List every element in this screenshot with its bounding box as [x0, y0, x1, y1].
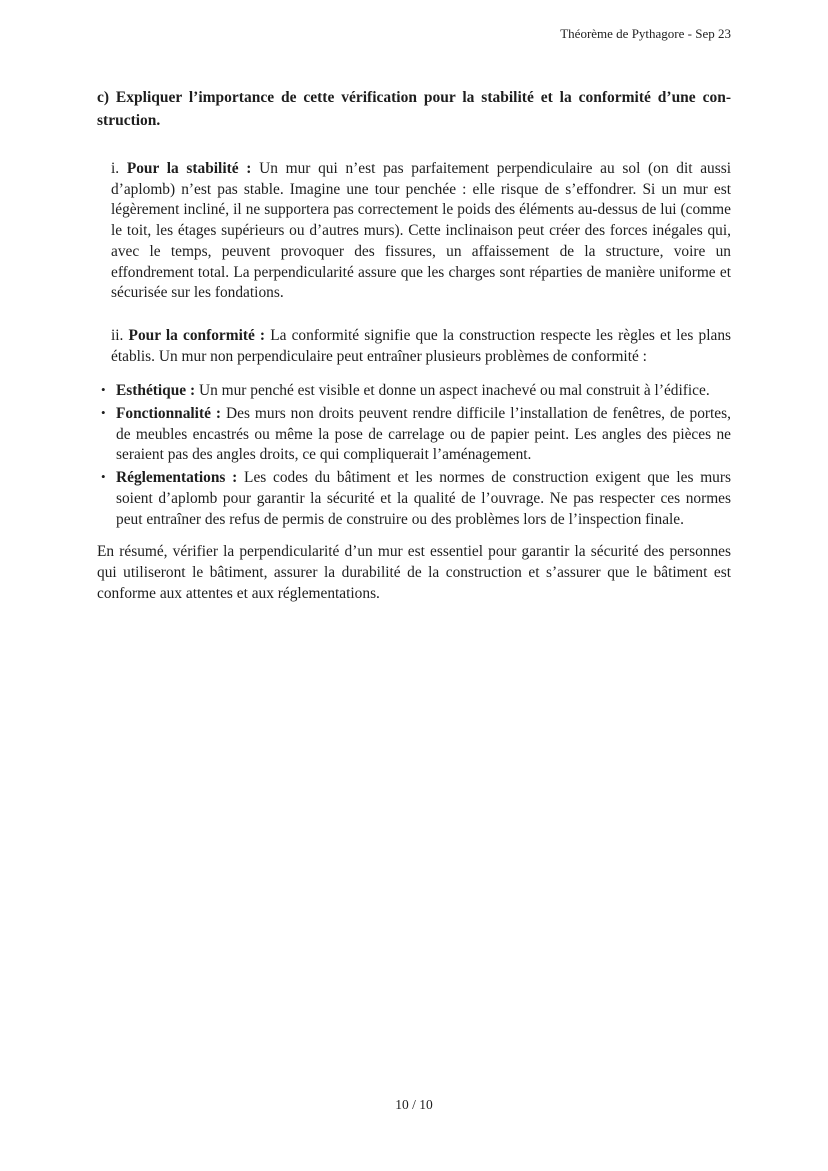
list-item-esthetique	[97, 381, 731, 402]
page-footer	[0, 1096, 828, 1113]
item-numeral-ii: ii.	[111, 326, 129, 344]
list-item-title: Réglementations :	[116, 469, 238, 487]
document-content	[97, 86, 731, 604]
paragraph-stability	[97, 159, 731, 304]
page-number: 10 / 10	[395, 1097, 433, 1112]
bullet-icon: •	[101, 469, 106, 485]
list-item-body	[116, 469, 731, 527]
question-heading: c) Expliquer l’importance de cette vérification pour la stabilité et la conformité d’une construction.	[97, 89, 731, 129]
header-title: Théorème de Pythagore - Sep 23	[560, 26, 731, 41]
page-header	[97, 26, 731, 42]
list-item-reglementations	[97, 468, 731, 530]
paragraph-summary: En résumé, vérifier la perpendicularité d’un mur est essentiel pour garantir la sécurité des personnes qui utiliseront le bâtiment, assurer la durabilité de la construction et s’assurer que le bâtiment est conforme aux attentes et aux réglementations.	[97, 543, 731, 602]
item-numeral-i: i.	[111, 160, 127, 177]
item-title-conformity: Pour la conformité :	[128, 326, 266, 344]
list-item-text: Des murs non droits peuvent rendre difficile l’installation de fenêtres, de portes, de meubles encastrés ou même la pose de carrelage ou de papier peint. Les angles des pièces ne seraient pas des angles droits, ce qui compliquerait l’aménagement.	[116, 405, 731, 464]
list-item-text: Un mur penché est visible et donne un aspect inachevé ou mal construit à l’édifice.	[195, 382, 710, 400]
item-text-conformity: La conformité signifie que la construction respecte les règles et les plans établis. Un mur non perpendiculaire peut entraîner plusieurs problèmes de conformité :	[111, 326, 732, 365]
list-item-body	[116, 382, 710, 399]
list-item-title: Esthétique :	[116, 382, 196, 400]
list-item-fonctionnalite	[97, 404, 731, 466]
conformity-issues-list	[97, 381, 731, 530]
list-item-title: Fonctionnalité :	[116, 405, 222, 423]
item-title-stability: Pour la stabilité :	[126, 160, 252, 177]
list-item-text: Les codes du bâtiment et les normes de construction exigent que les murs soient d’aplomb pour garantir la sécurité et la qualité de l’ouvrage. Ne pas respecter ces normes peut entraîner des refus de permis de construire ou des problèmes lors de l’inspection finale.	[116, 469, 731, 528]
list-item-body	[116, 405, 731, 463]
paragraph-conformity	[97, 326, 731, 367]
bullet-icon: •	[101, 405, 106, 421]
item-text-stability: Un mur qui n’est pas parfaitement perpendiculaire au sol (on dit aussi d’aplomb) n’est pas stable. Imagine une tour penchée : elle risque de s’effondrer. Si un mur est légèrement incliné, il ne supportera pas correctement le poids des éléments au-dessus de lui (comme le toit, les étages supérieurs ou d’autres murs). Cette inclinaison peut créer des forces inégales qui, avec le temps, peuvent provoquer des fissures, un affaissement de la structure, voire un effondrement total. La perpendicularité assure que les charges sont réparties de manière uniforme et sécurisée sur les fondations.	[111, 160, 731, 302]
bullet-icon: •	[101, 382, 106, 398]
